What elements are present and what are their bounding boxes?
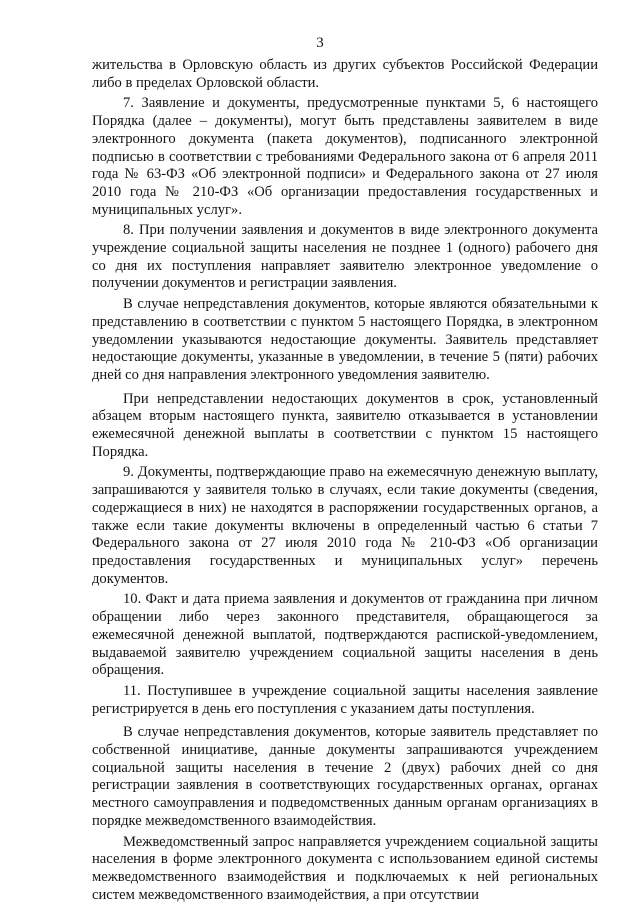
paragraph-electronic-request: Межведомственный запрос направляется учреждением социальной защиты населения в форме электронного документа с использованием единой системы межведомственного взаимодействия и подключаемых к ней региональных систем межведомственного взаимодействия, а при отсутствии bbox=[92, 833, 598, 903]
page-number: 3 bbox=[316, 35, 324, 51]
paragraph-item-10: 10. Факт и дата приема заявления и документов от гражданина при личном обращении либо через законного представителя, обращающегося за ежемесячной денежной выплатой, подтверждаются распиской-уведомлением, выдаваемой заявителю учреждением социальной защиты населения в день обращения. bbox=[92, 591, 598, 679]
paragraph-missing-documents: В случае непредставления документов, которые являются обязательными к представлению в соответствии с пунктом 5 настоящего Порядка, в электронном уведомлении указываются недостающие документы. Заявитель представляет недостающие документы, указанные в уведомлении, в течение 5 (пяти) рабочих дней со дня направления электронного уведомления заявителю. bbox=[92, 296, 598, 383]
paragraph-item-9: 9. Документы, подтверждающие право на ежемесячную денежную выплату, запрашиваются у заявителя только в случаях, если такие документы (сведения, содержащиеся в них) не находятся в распоряжении государственных органов, а также если такие документы включены в определенный частью 6 статьи 7 Федерального закона от 27 июля 2010 года № 210-ФЗ «Об организации предоставления государственных и муниципальных услуг» перечень документов. bbox=[92, 464, 598, 587]
paragraph-item-7: 7. Заявление и документы, предусмотренные пунктами 5, 6 настоящего Порядка (далее – документы), могут быть представлены заявителем в виде электронного документа (пакета документов), подписанного электронной подписью в соответствии с требованиями Федерального закона от 6 апреля 2011 года № 63-ФЗ «Об электронной подписи» и Федерального закона от 27 июля 2010 года № 210-ФЗ «Об организации предоставления государственных и муниципальных услуг». bbox=[92, 95, 598, 218]
paragraph-item-8: 8. При получении заявления и документов в виде электронного документа учреждение социальной защиты населения не позднее 1 (одного) рабочего дня со дня их поступления направляет заявителю электронное уведомление о получении документов и регистрации заявления. bbox=[92, 222, 598, 292]
paragraph-refusal: При непредставлении недостающих документов в срок, установленный абзацем вторым настоящего пункта, заявителю отказывается в установлении ежемесячной денежной выплаты в соответствии с пунктом 15 настоящего Порядка. bbox=[92, 390, 598, 460]
paragraph-item-11: 11. Поступившее в учреждение социальной защиты населения заявление регистрируется в день его поступления с указанием даты поступления. bbox=[92, 682, 598, 717]
document-body bbox=[92, 57, 598, 904]
paragraph-interagency-request: В случае непредставления документов, которые заявитель представляет по собственной инициативе, данные документы запрашиваются учреждением социальной защиты населения в течение 2 (двух) рабочих дней со дня регистрации заявления в соответствующих государственных органах, органах местного самоуправления и подведомственных данным органам организациях в порядке межведомственного взаимодействия. bbox=[92, 724, 598, 829]
paragraph-continuation: жительства в Орловскую область из других субъектов Российской Федерации либо в пределах Орловской области. bbox=[92, 57, 598, 91]
